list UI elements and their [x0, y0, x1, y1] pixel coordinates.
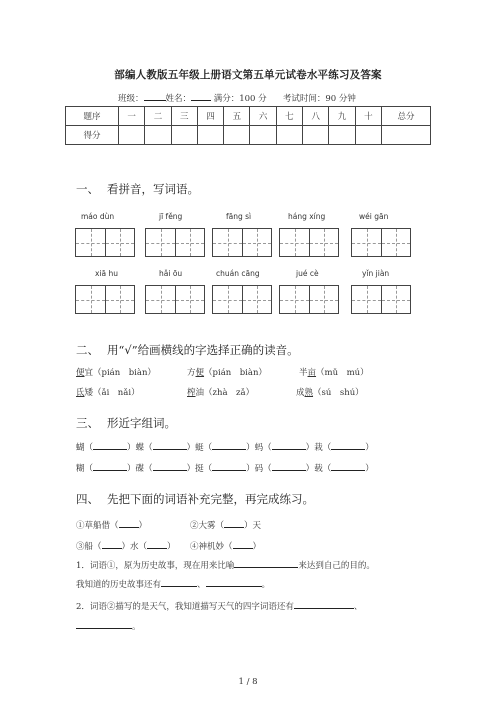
name-blank[interactable] — [191, 91, 211, 101]
answer-blank[interactable] — [233, 540, 253, 549]
answer-blank[interactable] — [234, 559, 298, 568]
answer-blank[interactable] — [119, 519, 139, 528]
char-cell — [213, 229, 242, 256]
char-cell — [105, 229, 134, 256]
writing-box[interactable] — [212, 228, 272, 257]
writing-box[interactable] — [351, 228, 411, 257]
question-2: 2．词语②描写的是天气，我知道描写天气的四字词语还有 、 — [76, 602, 363, 612]
underlined-char: 熟 — [304, 388, 314, 398]
writing-box[interactable] — [75, 228, 135, 257]
char-cell — [381, 229, 410, 256]
char-cell — [175, 229, 204, 256]
section-title: 用“√”给画横线的字选择正确的读音。 — [107, 343, 299, 357]
char-cell — [76, 229, 105, 256]
section-number: 二、 — [76, 343, 99, 357]
header-cell: 十 — [355, 107, 381, 126]
section3-heading — [76, 415, 176, 431]
score-table — [65, 106, 431, 145]
pinyin: máo dùn — [81, 212, 115, 221]
score-table-score-row — [66, 126, 431, 145]
char-cell — [76, 286, 105, 313]
answer-blank[interactable] — [206, 578, 262, 587]
header-cell: 六 — [250, 107, 276, 126]
question-1: 1．词语①，原为历史故事，现在用来比喻 来达到自己的目的。 — [76, 561, 375, 571]
section1-heading — [76, 181, 199, 197]
section-title: 先把下面的词语补充完整，再完成练习。 — [107, 492, 314, 506]
section4-heading — [76, 491, 314, 507]
answer-blank[interactable] — [161, 578, 197, 587]
answer-blank[interactable] — [331, 462, 365, 471]
answer-blank[interactable] — [93, 441, 127, 450]
score-cell[interactable] — [276, 126, 302, 145]
name-label: 姓名： — [165, 94, 192, 104]
underlined-char: 亩 — [307, 368, 317, 378]
char-cell — [352, 286, 381, 313]
char-cell — [309, 286, 338, 313]
score-cell[interactable] — [145, 126, 171, 145]
pinyin: wéi gān — [359, 212, 389, 221]
reading-choice[interactable]: 半亩（mǔ mú） — [299, 368, 369, 378]
header-cell: 三 — [171, 107, 197, 126]
writing-box[interactable] — [279, 285, 339, 314]
score-table-header-row — [66, 107, 431, 126]
header-cell: 九 — [329, 107, 355, 126]
question-2-line2: 。 — [76, 620, 141, 632]
question-1-line2: 我知道的历史故事还有 、 。 — [76, 580, 271, 590]
fill-item: ④神机妙（ ） — [190, 542, 262, 552]
section-title: 看拼音，写词语。 — [107, 182, 199, 196]
char-cell — [105, 286, 134, 313]
writing-box[interactable] — [75, 285, 135, 314]
answer-blank[interactable] — [147, 540, 167, 549]
fill-item: ②大雾（ ）天 — [190, 521, 262, 531]
answer-blank[interactable] — [224, 519, 244, 528]
pinyin: jué cè — [296, 269, 319, 278]
answer-blank[interactable] — [93, 462, 127, 471]
section-number: 三、 — [76, 416, 99, 430]
reading-choice[interactable]: 方便（pián biàn） — [187, 368, 267, 378]
header-cell: 七 — [276, 107, 302, 126]
score-cell[interactable] — [382, 126, 431, 145]
underlined-char: 便 — [76, 368, 85, 378]
pinyin: háng xíng — [288, 212, 326, 221]
fill-item: ③船（ ）水（ ） — [76, 542, 176, 552]
answer-blank[interactable] — [76, 620, 132, 629]
underlined-char: 榨 — [187, 388, 196, 398]
answer-blank[interactable] — [331, 441, 365, 450]
underlined-char: 便 — [195, 368, 205, 378]
class-blank[interactable] — [144, 91, 166, 101]
writing-box[interactable] — [145, 228, 205, 257]
answer-blank[interactable] — [212, 441, 246, 450]
char-cell — [309, 229, 338, 256]
reading-choice[interactable]: 便宜（pián biàn） — [76, 368, 156, 378]
score-label: 满分：100 分 — [213, 94, 267, 104]
header-cell: 题序 — [66, 107, 119, 126]
header-cell: 四 — [197, 107, 223, 126]
pinyin: jī fěng — [159, 212, 183, 221]
underlined-char: 氐 — [76, 388, 85, 398]
section-title: 形近字组词。 — [107, 416, 176, 430]
reading-choice[interactable]: 成熟（sú shú） — [296, 388, 364, 398]
answer-blank[interactable] — [212, 462, 246, 471]
char-cell — [381, 286, 410, 313]
answer-blank[interactable] — [153, 462, 187, 471]
header-cell: 一 — [119, 107, 145, 126]
char-cell — [213, 286, 242, 313]
answer-blank[interactable] — [294, 600, 354, 609]
time-label: 考试时间：90 分钟 — [282, 94, 356, 104]
char-cell — [146, 229, 175, 256]
answer-blank[interactable] — [272, 441, 306, 450]
score-cell[interactable] — [303, 126, 329, 145]
pinyin: chuán cāng — [216, 269, 260, 278]
char-cell — [280, 229, 309, 256]
char-cell — [280, 286, 309, 313]
char-cell — [175, 286, 204, 313]
answer-blank[interactable] — [153, 441, 187, 450]
score-cell[interactable] — [171, 126, 197, 145]
header-cell: 八 — [303, 107, 329, 126]
section-number: 一、 — [76, 182, 99, 196]
char-cell — [352, 229, 381, 256]
pinyin: yǐn jiàn — [362, 269, 390, 278]
header-cell: 总分 — [382, 107, 431, 126]
page-number: 1 / 8 — [238, 677, 258, 687]
score-cell[interactable] — [119, 126, 145, 145]
answer-blank[interactable] — [272, 462, 306, 471]
char-cell — [242, 229, 271, 256]
writing-box[interactable] — [212, 285, 272, 314]
header-cell: 五 — [224, 107, 250, 126]
score-row-label: 得分 — [66, 126, 119, 145]
char-cell — [146, 286, 175, 313]
score-cell[interactable] — [355, 126, 381, 145]
pinyin: xiā hu — [95, 269, 119, 278]
page-title: 部编人教版五年级上册语文第五单元试卷水平练习及答案 — [114, 69, 382, 81]
score-cell[interactable] — [197, 126, 223, 145]
reading-choice[interactable]: 榨油（zhà zǎ） — [187, 388, 255, 398]
exam-meta — [118, 91, 356, 104]
header-cell: 二 — [145, 107, 171, 126]
score-cell[interactable] — [250, 126, 276, 145]
reading-choice[interactable]: 氐矮（ǎi nǎi） — [76, 388, 140, 398]
writing-box[interactable] — [145, 285, 205, 314]
writing-box[interactable] — [351, 285, 411, 314]
char-cell — [242, 286, 271, 313]
pinyin: hǎi ōu — [159, 269, 183, 278]
word-group-row: 糊（ ）碟（ ）挺（ ）码（ ）载（ ） — [76, 464, 374, 474]
score-cell[interactable] — [329, 126, 355, 145]
answer-blank[interactable] — [102, 540, 122, 549]
pinyin: fāng sì — [226, 212, 252, 221]
score-cell[interactable] — [224, 126, 250, 145]
section2-heading — [76, 342, 299, 358]
class-label: 班级： — [118, 94, 144, 104]
section-number: 四、 — [76, 492, 99, 506]
word-group-row: 蝴（ ）蝶（ ）蜓（ ）蚂（ ）栽（ ） — [76, 443, 374, 453]
fill-item: ①草船借（ ） — [76, 521, 148, 531]
writing-box[interactable] — [279, 228, 339, 257]
